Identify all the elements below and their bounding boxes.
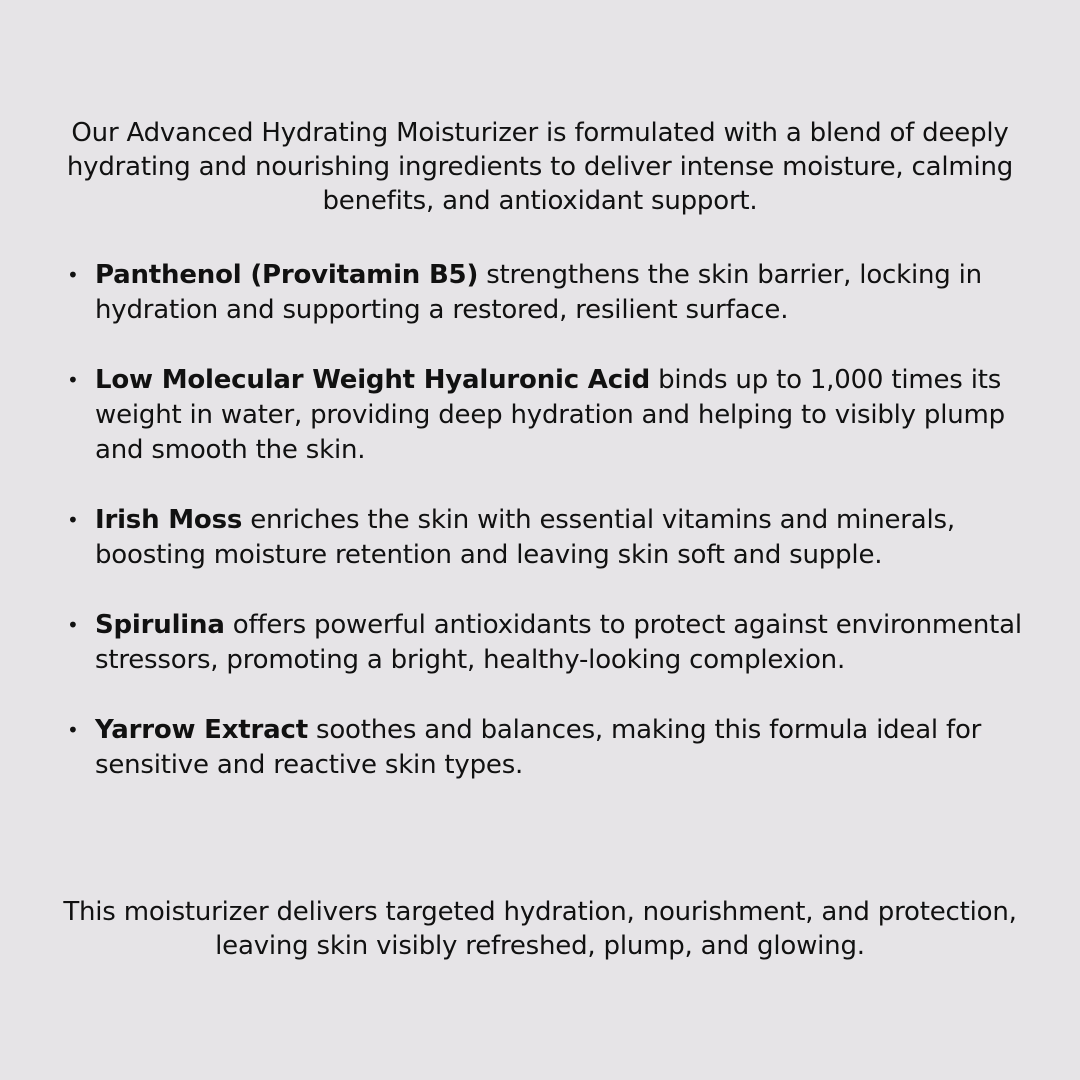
ingredient-item-yarrow-extract xyxy=(64,713,1049,783)
ingredient-description: enriches the skin with essential vitamins and minerals, boosting moisture retention and leaving skin soft and supple. xyxy=(95,505,955,570)
ingredient-description: soothes and balances, making this formula ideal for sensitive and reactive skin types. xyxy=(95,715,982,780)
intro-paragraph: Our Advanced Hydrating Moisturizer is formulated with a blend of deeply hydrating and nourishing ingredients to deliver intense moisture, calming benefits, and antioxidant support. xyxy=(66,118,1014,216)
ingredient-item-panthenol xyxy=(64,258,1049,328)
closing-paragraph: This moisturizer delivers targeted hydration, nourishment, and protection, leaving skin visibly refreshed, plump, and glowing. xyxy=(63,897,1017,961)
ingredient-description: strengthens the skin barrier, locking in hydration and supporting a restored, resilient surface. xyxy=(95,260,982,325)
ingredient-name: Spirulina xyxy=(95,610,225,640)
ingredient-item-hyaluronic-acid xyxy=(64,363,1049,468)
bullet-icon: • xyxy=(67,368,79,392)
ingredient-name: Panthenol (Provitamin B5) xyxy=(95,260,479,290)
bullet-icon: • xyxy=(67,718,79,742)
bullet-icon: • xyxy=(67,613,79,637)
ingredient-list xyxy=(64,258,1049,818)
bullet-icon: • xyxy=(67,263,79,287)
ingredient-description: binds up to 1,000 times its weight in water, providing deep hydration and helping to visibly plump and smooth the skin. xyxy=(95,365,1005,465)
ingredient-item-spirulina xyxy=(64,608,1049,678)
ingredient-name: Yarrow Extract xyxy=(95,715,308,745)
ingredient-name: Low Molecular Weight Hyaluronic Acid xyxy=(95,365,651,395)
ingredient-item-irish-moss xyxy=(64,503,1049,573)
ingredient-name: Irish Moss xyxy=(95,505,243,535)
ingredient-description: offers powerful antioxidants to protect against environmental stressors, promoting a bright, healthy-looking complexion. xyxy=(95,610,1022,675)
bullet-icon: • xyxy=(67,508,79,532)
